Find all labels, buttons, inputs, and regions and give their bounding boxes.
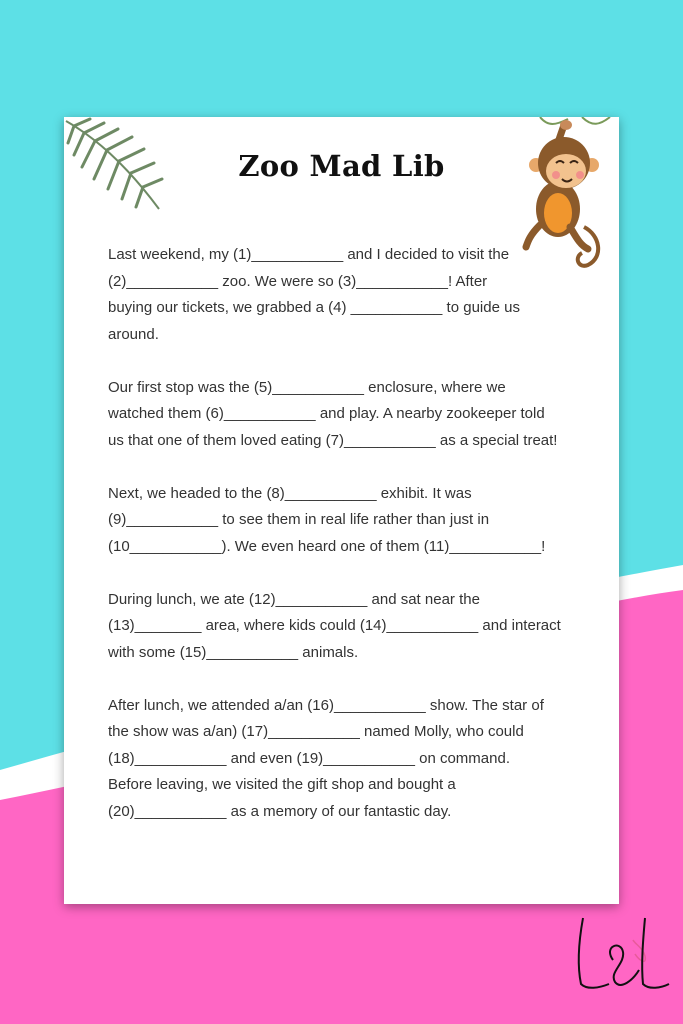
worksheet-card: [64, 117, 619, 904]
story-line: (10___________). We even heard one of them (11)___________!: [108, 537, 546, 555]
story-line: with some (15)___________ animals.: [108, 643, 359, 661]
story-line: (18)___________ and even (19)___________ on command.: [108, 749, 510, 767]
story-line: around.: [108, 325, 159, 343]
page-title: Zoo Mad Lib: [238, 149, 445, 183]
story-line: (9)___________ to see them in real life rather than just in: [108, 511, 490, 528]
story-line: the show was a/an) (17)___________ named Molly, who could: [108, 723, 524, 740]
story-line: After lunch, we attended a/an (16)___________ show. The star of: [108, 696, 544, 714]
story-line: Last weekend, my (1)___________ and I decided to visit the: [108, 246, 510, 263]
paragraph-1: [108, 242, 608, 348]
story-line: us that one of them loved eating (7)___________ as a special treat!: [108, 431, 558, 449]
story-line: Our first stop was the (5)___________ enclosure, where we: [108, 378, 506, 396]
story-line: Before leaving, we visited the gift shop and bought a: [108, 776, 456, 793]
story-line: (20)___________ as a memory of our fantastic day.: [108, 802, 452, 820]
paragraph-4: [108, 587, 608, 667]
story-line: (13)________ area, where kids could (14)___________ and interact: [108, 617, 561, 634]
paragraph-3: [108, 481, 608, 561]
paragraph-5: [108, 693, 608, 826]
story-line: watched them (6)___________ and play. A nearby zookeeper told: [108, 405, 545, 422]
paragraph-2: [108, 375, 608, 455]
story-line: During lunch, we ate (12)___________ and sat near the: [108, 590, 480, 608]
story-text: [108, 242, 608, 852]
story-line: (2)___________ zoo. We were so (3)___________! After: [108, 272, 488, 290]
story-line: buying our tickets, we grabbed a (4) ___________ to guide us: [108, 299, 520, 316]
brand-logo: [573, 910, 673, 995]
story-line: Next, we headed to the (8)___________ exhibit. It was: [108, 484, 472, 502]
